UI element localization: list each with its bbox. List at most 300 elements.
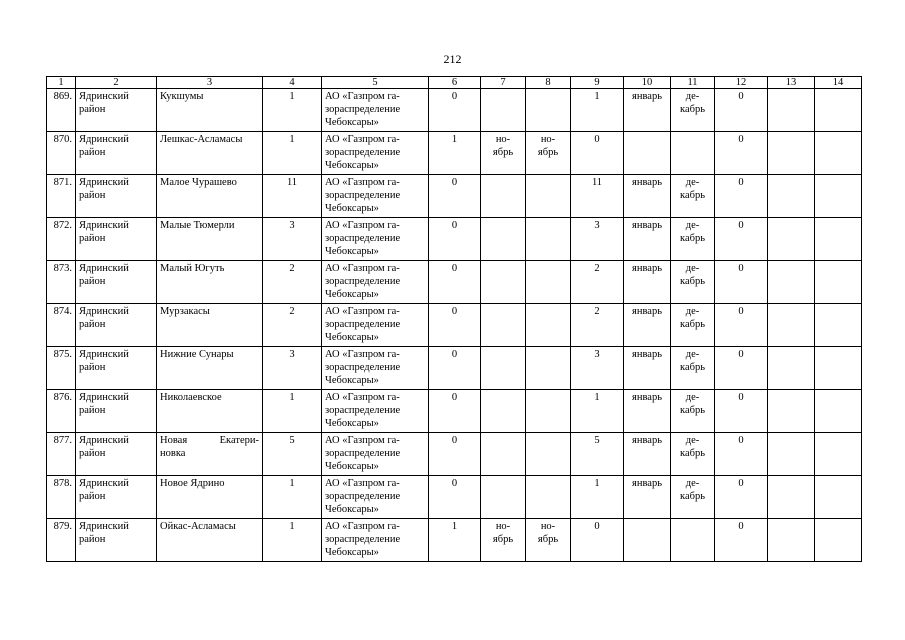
col9-cell <box>571 175 624 218</box>
col8-cell <box>526 476 571 519</box>
table-row <box>47 347 862 390</box>
settlement-cell <box>157 390 263 433</box>
settlement-cell-text: Новое Ядрино <box>160 478 225 489</box>
col6-cell-text: 0 <box>451 306 458 317</box>
settlement-cell-text: Ойкас-Асламасы <box>160 521 236 532</box>
organization-cell <box>322 175 429 218</box>
district-cell-text: район <box>79 319 106 330</box>
count-cell-text: 1 <box>289 478 295 489</box>
col8-cell <box>526 390 571 433</box>
table-row <box>47 304 862 347</box>
col6-cell-text: 0 <box>451 177 458 188</box>
col9-cell-text: 3 <box>594 349 600 360</box>
settlement-cell <box>157 175 263 218</box>
district-cell <box>76 175 157 218</box>
col8-cell <box>526 132 571 175</box>
col14-cell <box>815 304 862 347</box>
district-cell <box>76 476 157 519</box>
start-month-cell <box>624 519 671 562</box>
header-cell: 13 <box>768 77 815 89</box>
end-month-cell <box>671 261 715 304</box>
district-cell <box>76 304 157 347</box>
col12-cell <box>715 347 768 390</box>
col14-cell <box>815 89 862 132</box>
col14-cell <box>815 261 862 304</box>
header-row <box>47 77 862 89</box>
start-month-cell-text: январь <box>632 91 662 102</box>
start-month-cell-text: январь <box>632 478 662 489</box>
col12-cell-text: 0 <box>738 349 744 360</box>
row-number-cell-text: 874. <box>53 306 72 317</box>
end-month-cell <box>671 519 715 562</box>
col12-cell-text: 0 <box>738 177 744 188</box>
district-cell-text: район <box>79 104 106 115</box>
col9-cell-text: 1 <box>594 91 600 102</box>
end-month-cell-text: де- <box>685 263 700 274</box>
organization-cell-text: Чебоксары» <box>325 418 379 429</box>
row-number-cell <box>47 175 76 218</box>
organization-cell-text: зораспределение <box>325 233 401 244</box>
organization-cell-text: зораспределение <box>325 362 401 373</box>
district-cell <box>76 433 157 476</box>
settlement-cell-text: Новая Екатери- <box>160 435 259 446</box>
header-cell: 4 <box>263 77 322 89</box>
col12-cell <box>715 175 768 218</box>
col6-cell <box>429 89 481 132</box>
col12-cell <box>715 433 768 476</box>
start-month-cell-text: январь <box>632 220 662 231</box>
col7-cell <box>481 476 526 519</box>
district-cell <box>76 261 157 304</box>
end-month-cell <box>671 304 715 347</box>
col13-cell <box>768 89 815 132</box>
start-month-cell <box>624 261 671 304</box>
organization-cell-text: АО «Газпром га- <box>325 392 400 403</box>
col12-cell <box>715 132 768 175</box>
col14-cell <box>815 175 862 218</box>
organization-cell <box>322 519 429 562</box>
count-cell-text: 1 <box>289 134 295 145</box>
start-month-cell <box>624 476 671 519</box>
col14-cell <box>815 476 862 519</box>
settlement-cell-text: Малое Чурашево <box>160 177 237 188</box>
organization-cell <box>322 132 429 175</box>
count-cell-text: 3 <box>289 220 295 231</box>
district-cell <box>76 132 157 175</box>
col6-cell <box>429 519 481 562</box>
organization-cell-text: Чебоксары» <box>325 461 379 472</box>
start-month-cell-text: январь <box>632 349 662 360</box>
col13-cell <box>768 433 815 476</box>
settlement-cell <box>157 218 263 261</box>
organization-cell <box>322 89 429 132</box>
district-cell <box>76 218 157 261</box>
organization-cell-text: Чебоксары» <box>325 332 379 343</box>
col8-cell <box>526 304 571 347</box>
page-number: 212 <box>443 52 462 66</box>
end-month-cell-text: кабрь <box>680 233 705 244</box>
end-month-cell-text: де- <box>685 306 700 317</box>
col6-cell-text: 0 <box>451 263 458 274</box>
col13-cell <box>768 347 815 390</box>
row-number-cell-text: 875. <box>53 349 72 360</box>
col12-cell-text: 0 <box>738 220 744 231</box>
col14-cell <box>815 390 862 433</box>
organization-cell-text: зораспределение <box>325 276 401 287</box>
district-cell-text: Ядринский <box>79 91 129 102</box>
col9-cell-text: 0 <box>594 521 600 532</box>
district-cell <box>76 519 157 562</box>
end-month-cell-text: кабрь <box>680 491 705 502</box>
col12-cell <box>715 304 768 347</box>
col6-cell-text: 1 <box>451 521 458 532</box>
count-cell <box>263 433 322 476</box>
col8-cell-text: ябрь <box>537 147 559 158</box>
organization-cell-text: АО «Газпром га- <box>325 306 400 317</box>
row-number-cell-text: 872. <box>53 220 72 231</box>
count-cell <box>263 261 322 304</box>
col7-cell <box>481 218 526 261</box>
settlement-cell-text: Малый Югуть <box>160 263 225 274</box>
header-cell: 5 <box>322 77 429 89</box>
col9-cell <box>571 519 624 562</box>
organization-cell-text: АО «Газпром га- <box>325 478 400 489</box>
count-cell <box>263 132 322 175</box>
count-cell-text: 3 <box>289 349 295 360</box>
district-cell-text: Ядринский <box>79 478 129 489</box>
col8-cell <box>526 519 571 562</box>
col9-cell-text: 3 <box>594 220 600 231</box>
count-cell-text: 1 <box>289 392 295 403</box>
count-cell-text: 2 <box>289 263 295 274</box>
col9-cell <box>571 390 624 433</box>
header-cell: 2 <box>76 77 157 89</box>
district-cell <box>76 390 157 433</box>
table-row <box>47 433 862 476</box>
end-month-cell-text: де- <box>685 392 700 403</box>
row-number-cell-text: 876. <box>53 392 72 403</box>
organization-cell-text: зораспределение <box>325 319 401 330</box>
col8-cell <box>526 89 571 132</box>
col6-cell-text: 0 <box>451 435 458 446</box>
start-month-cell <box>624 390 671 433</box>
col9-cell-text: 1 <box>594 392 600 403</box>
start-month-cell-text: январь <box>632 177 662 188</box>
count-cell-text: 5 <box>289 435 295 446</box>
district-cell-text: район <box>79 534 106 545</box>
col6-cell <box>429 347 481 390</box>
col12-cell <box>715 390 768 433</box>
col12-cell-text: 0 <box>738 91 744 102</box>
settlement-cell <box>157 476 263 519</box>
end-month-cell-text: кабрь <box>680 190 705 201</box>
col9-cell-text: 11 <box>591 177 603 188</box>
col6-cell-text: 0 <box>451 349 458 360</box>
col12-cell <box>715 476 768 519</box>
end-month-cell-text: де- <box>685 177 700 188</box>
count-cell-text: 1 <box>289 521 295 532</box>
col6-cell-text: 1 <box>451 134 458 145</box>
header-cell: 3 <box>157 77 263 89</box>
count-cell <box>263 519 322 562</box>
settlement-cell-text: Малые Тюмерли <box>160 220 235 231</box>
organization-cell-text: Чебоксары» <box>325 160 379 171</box>
col9-cell <box>571 218 624 261</box>
row-number-cell-text: 869. <box>53 91 72 102</box>
header-cell: 9 <box>571 77 624 89</box>
row-number-cell-text: 871. <box>53 177 72 188</box>
col14-cell <box>815 347 862 390</box>
table-row <box>47 261 862 304</box>
row-number-cell-text: 870. <box>53 134 72 145</box>
col7-cell <box>481 175 526 218</box>
organization-cell <box>322 218 429 261</box>
district-cell-text: Ядринский <box>79 521 129 532</box>
district-cell-text: район <box>79 448 106 459</box>
header-cell: 14 <box>815 77 862 89</box>
count-cell <box>263 175 322 218</box>
end-month-cell-text: кабрь <box>680 362 705 373</box>
col7-cell-text: но- <box>495 134 511 145</box>
start-month-cell <box>624 304 671 347</box>
col14-cell <box>815 519 862 562</box>
row-number-cell <box>47 347 76 390</box>
organization-cell-text: Чебоксары» <box>325 289 379 300</box>
end-month-cell <box>671 390 715 433</box>
col6-cell-text: 0 <box>451 392 458 403</box>
organization-cell-text: зораспределение <box>325 104 401 115</box>
col13-cell <box>768 218 815 261</box>
col9-cell <box>571 433 624 476</box>
col8-cell-text: но- <box>540 521 556 532</box>
table-row <box>47 390 862 433</box>
col8-cell <box>526 218 571 261</box>
table-row <box>47 476 862 519</box>
count-cell <box>263 304 322 347</box>
col6-cell <box>429 132 481 175</box>
col6-cell <box>429 218 481 261</box>
table-row <box>47 519 862 562</box>
col14-cell <box>815 132 862 175</box>
col6-cell <box>429 476 481 519</box>
end-month-cell-text: кабрь <box>680 405 705 416</box>
organization-cell-text: зораспределение <box>325 147 401 158</box>
col8-cell <box>526 175 571 218</box>
organization-cell-text: Чебоксары» <box>325 203 379 214</box>
row-number-cell-text: 873. <box>53 263 72 274</box>
end-month-cell <box>671 218 715 261</box>
col13-cell <box>768 476 815 519</box>
district-cell-text: район <box>79 362 106 373</box>
header-cell: 10 <box>624 77 671 89</box>
table-row <box>47 218 862 261</box>
start-month-cell <box>624 433 671 476</box>
header-cell: 12 <box>715 77 768 89</box>
col7-cell-text: ябрь <box>492 147 514 158</box>
col8-cell <box>526 261 571 304</box>
count-cell <box>263 218 322 261</box>
col9-cell <box>571 261 624 304</box>
col6-cell-text: 0 <box>451 220 458 231</box>
col7-cell <box>481 89 526 132</box>
start-month-cell-text: январь <box>632 306 662 317</box>
header-cell: 6 <box>429 77 481 89</box>
col9-cell-text: 2 <box>594 263 600 274</box>
header-cell: 8 <box>526 77 571 89</box>
end-month-cell-text: де- <box>685 220 700 231</box>
header-cell: 7 <box>481 77 526 89</box>
col12-cell <box>715 519 768 562</box>
col9-cell-text: 0 <box>594 134 600 145</box>
row-number-cell <box>47 476 76 519</box>
end-month-cell-text: де- <box>685 435 700 446</box>
district-cell-text: Ядринский <box>79 435 129 446</box>
organization-cell-text: Чебоксары» <box>325 246 379 257</box>
settlement-cell <box>157 132 263 175</box>
col7-cell <box>481 261 526 304</box>
district-cell-text: район <box>79 491 106 502</box>
end-month-cell-text: де- <box>685 478 700 489</box>
table-row <box>47 132 862 175</box>
district-cell-text: Ядринский <box>79 392 129 403</box>
row-number-cell-text: 878. <box>53 478 72 489</box>
organization-cell-text: Чебоксары» <box>325 504 379 515</box>
district-cell-text: Ядринский <box>79 177 129 188</box>
settlement-cell <box>157 304 263 347</box>
col7-cell <box>481 132 526 175</box>
col13-cell <box>768 132 815 175</box>
settlement-cell <box>157 347 263 390</box>
col12-cell-text: 0 <box>738 435 744 446</box>
col6-cell <box>429 304 481 347</box>
col8-cell <box>526 433 571 476</box>
col8-cell-text: но- <box>540 134 556 145</box>
col8-cell-text: ябрь <box>537 534 559 545</box>
row-number-cell-text: 877. <box>53 435 72 446</box>
col9-cell <box>571 132 624 175</box>
organization-cell <box>322 390 429 433</box>
organization-cell-text: АО «Газпром га- <box>325 134 400 145</box>
col7-cell <box>481 347 526 390</box>
end-month-cell <box>671 175 715 218</box>
col14-cell <box>815 218 862 261</box>
col6-cell <box>429 433 481 476</box>
district-cell-text: Ядринский <box>79 134 129 145</box>
row-number-cell <box>47 304 76 347</box>
row-number-cell <box>47 433 76 476</box>
organization-cell <box>322 347 429 390</box>
row-number-cell <box>47 89 76 132</box>
header-cell: 11 <box>671 77 715 89</box>
end-month-cell <box>671 89 715 132</box>
col13-cell <box>768 519 815 562</box>
header-cell: 1 <box>47 77 76 89</box>
start-month-cell-text: январь <box>632 263 662 274</box>
organization-cell-text: зораспределение <box>325 405 401 416</box>
district-cell-text: Ядринский <box>79 306 129 317</box>
end-month-cell-text: де- <box>685 91 700 102</box>
col9-cell <box>571 304 624 347</box>
organization-cell-text: Чебоксары» <box>325 547 379 558</box>
count-cell <box>263 89 322 132</box>
district-cell-text: Ядринский <box>79 220 129 231</box>
row-number-cell <box>47 218 76 261</box>
district-cell <box>76 89 157 132</box>
col9-cell-text: 5 <box>594 435 600 446</box>
col9-cell <box>571 347 624 390</box>
settlement-cell <box>157 433 263 476</box>
row-number-cell <box>47 132 76 175</box>
start-month-cell-text: январь <box>632 435 662 446</box>
end-month-cell <box>671 433 715 476</box>
end-month-cell-text: кабрь <box>680 448 705 459</box>
col9-cell <box>571 476 624 519</box>
row-number-cell-text: 879. <box>53 521 72 532</box>
row-number-cell <box>47 519 76 562</box>
row-number-cell <box>47 261 76 304</box>
col6-cell <box>429 175 481 218</box>
col12-cell <box>715 218 768 261</box>
settlement-cell <box>157 519 263 562</box>
end-month-cell-text: кабрь <box>680 319 705 330</box>
col7-cell <box>481 519 526 562</box>
col12-cell <box>715 261 768 304</box>
settlement-cell <box>157 261 263 304</box>
start-month-cell <box>624 132 671 175</box>
count-cell-text: 2 <box>289 306 295 317</box>
district-cell-text: район <box>79 405 106 416</box>
start-month-cell <box>624 347 671 390</box>
end-month-cell <box>671 347 715 390</box>
col7-cell-text: но- <box>495 521 511 532</box>
col12-cell-text: 0 <box>738 263 744 274</box>
settlement-cell <box>157 89 263 132</box>
col7-cell <box>481 390 526 433</box>
col12-cell <box>715 89 768 132</box>
organization-cell <box>322 261 429 304</box>
organization-cell <box>322 476 429 519</box>
start-month-cell <box>624 89 671 132</box>
settlement-cell-text: Николаевское <box>160 392 222 403</box>
end-month-cell-text: кабрь <box>680 104 705 115</box>
organization-cell-text: АО «Газпром га- <box>325 521 400 532</box>
gasification-schedule-table <box>46 76 862 562</box>
count-cell <box>263 347 322 390</box>
col6-cell-text: 0 <box>451 478 458 489</box>
col13-cell <box>768 304 815 347</box>
end-month-cell-text: кабрь <box>680 276 705 287</box>
table-row <box>47 89 862 132</box>
organization-cell-text: АО «Газпром га- <box>325 177 400 188</box>
col12-cell-text: 0 <box>738 478 744 489</box>
row-number-cell <box>47 390 76 433</box>
organization-cell-text: зораспределение <box>325 448 401 459</box>
settlement-cell-text: новка <box>160 448 186 459</box>
end-month-cell <box>671 476 715 519</box>
organization-cell-text: Чебоксары» <box>325 117 379 128</box>
organization-cell-text: АО «Газпром га- <box>325 349 400 360</box>
col6-cell-text: 0 <box>451 91 458 102</box>
settlement-cell-text: Нижние Сунары <box>160 349 234 360</box>
col7-cell <box>481 433 526 476</box>
organization-cell-text: зораспределение <box>325 491 401 502</box>
district-cell-text: район <box>79 276 106 287</box>
organization-cell-text: зораспределение <box>325 534 401 545</box>
end-month-cell-text: де- <box>685 349 700 360</box>
count-cell-text: 1 <box>289 91 295 102</box>
organization-cell-text: АО «Газпром га- <box>325 435 400 446</box>
col12-cell-text: 0 <box>738 521 744 532</box>
